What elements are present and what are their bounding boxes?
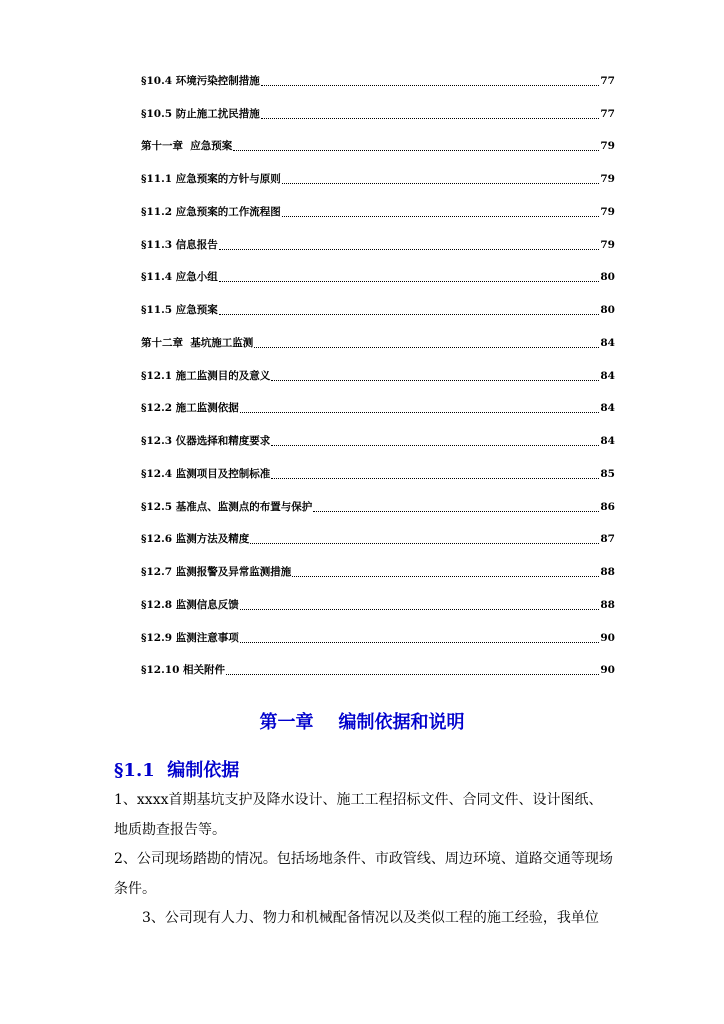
toc-leader	[240, 642, 600, 643]
toc-entry[interactable]	[141, 517, 615, 550]
toc-entry-page: 79	[600, 238, 615, 251]
toc-entry-page: 88	[600, 566, 615, 578]
toc-entry-label: §10.5 防止施工扰民措施	[141, 107, 260, 120]
toc-leader	[261, 85, 600, 86]
toc-entry[interactable]	[141, 222, 615, 255]
toc-leader	[313, 511, 599, 512]
toc-entry-label: 第十一章 应急预案	[141, 140, 233, 153]
toc-leader	[226, 674, 599, 675]
toc-entry-page: 84	[600, 369, 615, 382]
toc-entry-label: §12.9 监测注意事项	[141, 631, 239, 644]
toc-entry-label: §12.5 基准点、监测点的布置与保护	[141, 500, 313, 513]
toc-entry-page: 80	[600, 271, 615, 284]
toc-leader	[292, 576, 599, 577]
toc-entry-page: 79	[600, 173, 615, 185]
toc-entry[interactable]	[141, 156, 615, 189]
toc-entry-label: §11.5 应急预案	[141, 304, 218, 316]
toc-entry-page: 79	[600, 205, 615, 218]
toc-entry-label: §10.4 环境污染控制措施	[141, 74, 260, 87]
paragraph: 2、公司现场踏勘的情况。包括场地条件、市政管线、周边环境、道路交通等现场条件。	[114, 851, 613, 897]
toc-entry-label: §12.8 监测信息反馈	[141, 598, 239, 611]
toc-entry[interactable]	[141, 386, 615, 419]
toc-entry-page: 86	[600, 500, 615, 513]
toc-leader	[240, 412, 600, 413]
toc-leader	[271, 380, 599, 381]
toc-entry-page: 77	[600, 74, 615, 87]
toc-entry-label: 第十二章 基坑施工监测	[141, 336, 254, 349]
toc-entry-page: 77	[600, 107, 615, 120]
toc-entry-label: §11.2 应急预案的工作流程图	[141, 205, 281, 218]
toc-entry[interactable]	[141, 255, 615, 288]
toc-entry-label: §11.1 应急预案的方针与原则	[141, 173, 281, 185]
toc-entry-page: 80	[600, 304, 615, 316]
toc-entry[interactable]	[141, 124, 615, 157]
paragraph: 1、xxxx首期基坑支护及降水设计、施工工程招标文件、合同文件、设计图纸、地质勘查报告等。	[114, 792, 603, 838]
toc-entry[interactable]	[141, 549, 615, 582]
toc-entry-page: 79	[600, 140, 615, 153]
toc-entry-label: §12.1 施工监测目的及意义	[141, 369, 271, 382]
toc-entry[interactable]	[141, 287, 615, 320]
toc-leader	[240, 609, 600, 610]
toc-leader	[250, 543, 599, 544]
toc-leader	[271, 478, 599, 479]
table-of-contents	[141, 58, 615, 680]
toc-entry-label: §12.2 施工监测依据	[141, 402, 239, 415]
toc-leader	[271, 445, 599, 446]
toc-entry-label: §12.6 监测方法及精度	[141, 533, 250, 546]
toc-leader	[282, 216, 600, 217]
toc-entry[interactable]	[141, 189, 615, 222]
toc-leader	[261, 118, 600, 119]
toc-entry[interactable]	[141, 91, 615, 124]
toc-leader	[233, 150, 599, 151]
toc-entry-page: 85	[600, 467, 615, 480]
toc-entry[interactable]	[141, 451, 615, 484]
toc-entry-page: 84	[600, 336, 615, 349]
toc-entry-label: §12.3 仪器选择和精度要求	[141, 435, 271, 447]
chapter-heading: 第一章 编制依据和说明	[259, 712, 465, 733]
toc-leader	[219, 281, 600, 282]
toc-entry-label: §12.4 监测项目及控制标准	[141, 467, 271, 480]
toc-entry-label: §12.10 相关附件	[141, 664, 226, 677]
toc-entry-page: 87	[600, 533, 615, 546]
toc-entry[interactable]	[141, 353, 615, 386]
toc-entry-page: 84	[600, 435, 615, 447]
toc-entry-page: 90	[600, 631, 615, 644]
toc-entry-label: §11.3 信息报告	[141, 238, 218, 251]
toc-entry[interactable]	[141, 484, 615, 517]
toc-entry[interactable]	[141, 418, 615, 451]
section-heading: §1.1 编制依据	[114, 760, 240, 781]
body-text	[114, 786, 614, 934]
toc-entry[interactable]	[141, 648, 615, 681]
toc-entry-page: 90	[600, 664, 615, 677]
toc-entry-label: §12.7 监测报警及异常监测措施	[141, 566, 292, 578]
toc-entry[interactable]	[141, 582, 615, 615]
toc-entry[interactable]	[141, 58, 615, 91]
paragraph: 3、公司现有人力、物力和机械配备情况以及类似工程的施工经验，我单位	[142, 910, 599, 926]
toc-leader	[254, 347, 599, 348]
toc-leader	[219, 314, 600, 315]
toc-leader	[282, 183, 600, 184]
toc-entry[interactable]	[141, 615, 615, 648]
toc-entry-label: §11.4 应急小组	[141, 271, 218, 284]
toc-leader	[219, 249, 600, 250]
toc-entry-page: 84	[600, 402, 615, 415]
toc-entry-page: 88	[600, 598, 615, 611]
toc-entry[interactable]	[141, 320, 615, 353]
